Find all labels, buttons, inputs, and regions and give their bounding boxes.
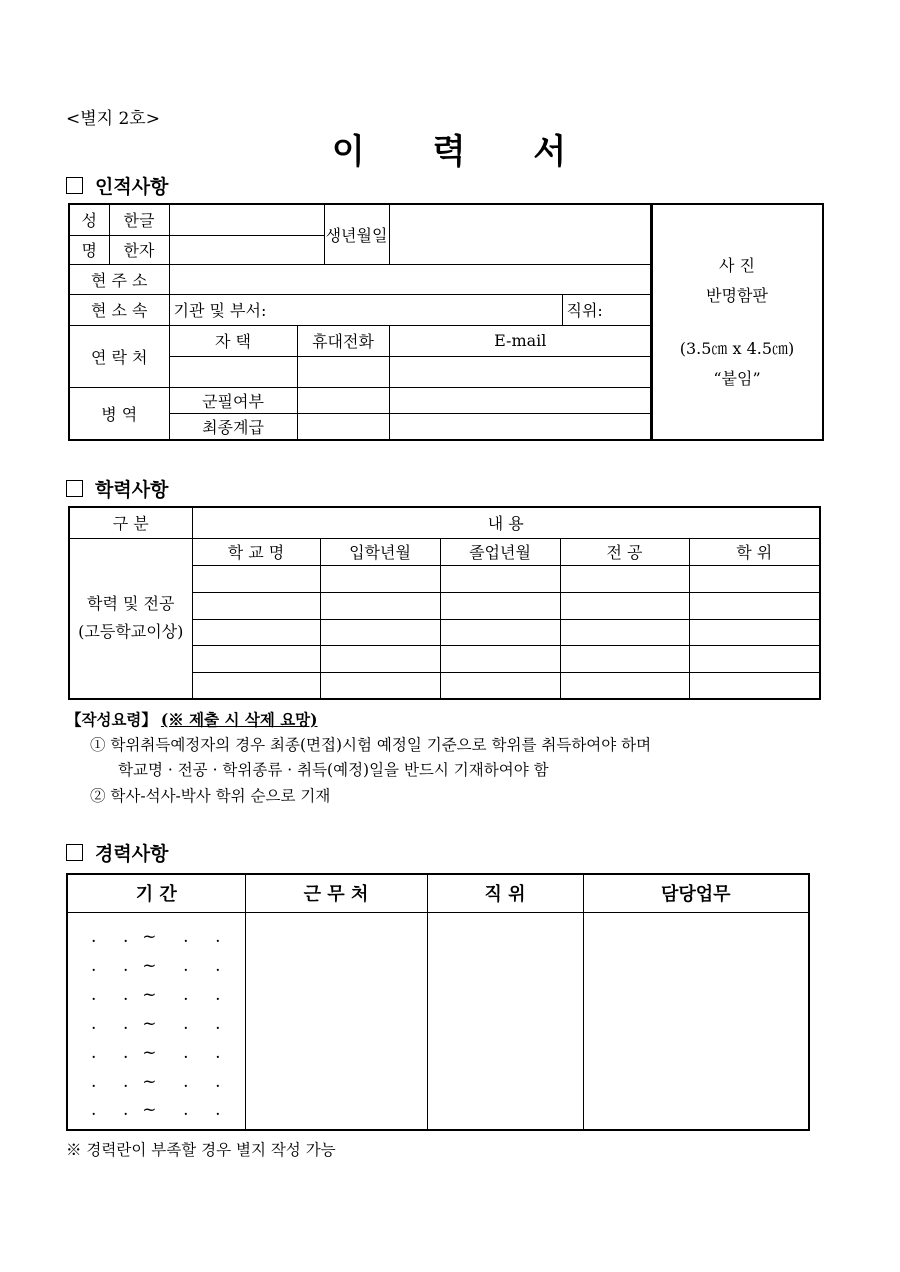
period-list [68,913,245,1130]
education-row-label [69,538,192,699]
personal-section-title: 인적사항 [95,176,169,198]
contact-label: 연 락 처 [69,325,169,387]
photo-size-label: (3.5㎝ x 4.5㎝) [679,339,795,359]
degree-field[interactable] [689,592,820,619]
education-table [68,506,821,700]
school-field[interactable] [192,619,320,645]
workplace-field[interactable] [245,912,427,1130]
address-label: 현 주 소 [69,264,169,294]
degree-field[interactable] [689,645,820,672]
col-major: 전 공 [560,538,689,565]
education-label-line: (고등학교이상) [78,622,184,642]
guide-item: ② 학사-석사-박사 학위 순으로 기재 [90,786,331,805]
final-rank-label: 최종계급 [169,413,297,440]
photo-box[interactable] [650,203,824,441]
birthdate-field[interactable] [389,204,652,264]
duty-field[interactable] [583,912,809,1130]
mobile-label: 휴대전화 [297,325,389,356]
degree-field[interactable] [689,619,820,645]
period-row: . . ~ . . [90,984,222,1005]
career-table [66,873,810,1131]
home-phone-label: 자 택 [169,325,297,356]
military-label: 병 역 [69,387,169,440]
graduation-field[interactable] [440,592,560,619]
title-char: 력 [432,132,468,172]
period-field[interactable] [67,912,245,1130]
final-rank-field[interactable] [297,413,389,440]
education-label-line: 학력 및 전공 [87,594,175,614]
photo-label: 사 진 [719,256,755,275]
entry-field[interactable] [320,672,440,699]
mobile-field[interactable] [297,356,389,387]
page-title [0,124,900,173]
guide-item: ① 학위취득예정자의 경우 최종(면접)시험 예정일 기준으로 학위를 취득하여야 하며 [90,735,652,754]
major-field[interactable] [560,592,689,619]
entry-field[interactable] [320,565,440,592]
section-checkbox [66,177,83,194]
home-phone-field[interactable] [169,356,297,387]
education-section-heading [66,475,168,502]
guide-delete-note: (※ 제출 시 삭제 요망) [160,710,318,729]
major-field[interactable] [560,565,689,592]
school-field[interactable] [192,645,320,672]
affiliation-label: 현 소 속 [69,294,169,325]
org-dept-label: 기관 및 부서: [173,301,267,320]
final-rank-extra-field[interactable] [389,413,652,440]
major-field[interactable] [560,672,689,699]
col-duty: 담당업무 [583,874,809,912]
col-degree: 학 위 [689,538,820,565]
position-field[interactable] [427,912,583,1130]
col-entry: 입학년월 [320,538,440,565]
graduation-field[interactable] [440,565,560,592]
writing-guide [66,707,651,809]
graduation-field[interactable] [440,645,560,672]
period-row: . . ~ . . [90,1071,222,1092]
graduation-field[interactable] [440,619,560,645]
position-label: 직위: [566,301,603,320]
col-period: 기 간 [67,874,245,912]
period-row: . . ~ . . [90,1013,222,1034]
career-section-heading [66,839,168,866]
col-graduation: 졸업년월 [440,538,560,565]
category-header: 구 분 [69,507,192,538]
entry-field[interactable] [320,645,440,672]
footnote: ※ 경력란이 부족할 경우 별지 작성 가능 [66,1141,336,1159]
title-char: 이 [331,132,367,172]
school-field[interactable] [192,592,320,619]
hangul-label: 한글 [109,204,169,235]
degree-field[interactable] [689,565,820,592]
school-field[interactable] [192,565,320,592]
guide-heading [66,707,651,733]
degree-field[interactable] [689,672,820,699]
col-position: 직 위 [427,874,583,912]
email-label: E-mail [389,325,652,356]
period-row: . . ~ . . [90,1042,222,1063]
major-field[interactable] [560,645,689,672]
name-label: 성 [69,204,109,235]
entry-field[interactable] [320,592,440,619]
title-char: 서 [533,132,569,172]
hanja-name-field[interactable] [169,235,324,264]
entry-field[interactable] [320,619,440,645]
section-checkbox [66,844,83,861]
school-field[interactable] [192,672,320,699]
personal-section-heading [66,172,168,199]
period-row: . . ~ . . [90,926,222,947]
photo-type-label: 반명함판 [706,285,768,305]
graduation-field[interactable] [440,672,560,699]
personal-info-table [68,203,653,441]
major-field[interactable] [560,619,689,645]
email-field[interactable] [389,356,652,387]
hangul-name-field[interactable] [169,204,324,235]
period-row: . . ~ . . [90,955,222,976]
content-header: 내 용 [192,507,820,538]
address-field[interactable] [169,264,652,294]
hanja-label: 한자 [109,235,169,264]
military-done-label: 군필여부 [169,387,297,413]
section-checkbox [66,480,83,497]
birthdate-label: 생년월일 [324,204,389,264]
guide-item-continuation: 학교명 · 전공 · 학위종류 · 취득(예정)일을 반드시 기재하여야 함 [118,761,549,780]
military-done-extra-field[interactable] [389,387,652,413]
position-field[interactable] [562,294,652,325]
photo-attach-label: “붙임” [713,368,761,388]
education-section-title: 학력사항 [95,479,169,501]
col-workplace: 근 무 처 [245,874,427,912]
military-done-field[interactable] [297,387,389,413]
guide-heading-label: 【작성요령】 [66,710,157,729]
col-school: 학 교 명 [192,538,320,565]
org-dept-field[interactable] [169,294,562,325]
period-row: . . ~ . . [90,1100,222,1121]
name-label: 명 [69,235,109,264]
annex-label: <별지 2호> [66,109,160,129]
career-section-title: 경력사항 [95,843,169,865]
